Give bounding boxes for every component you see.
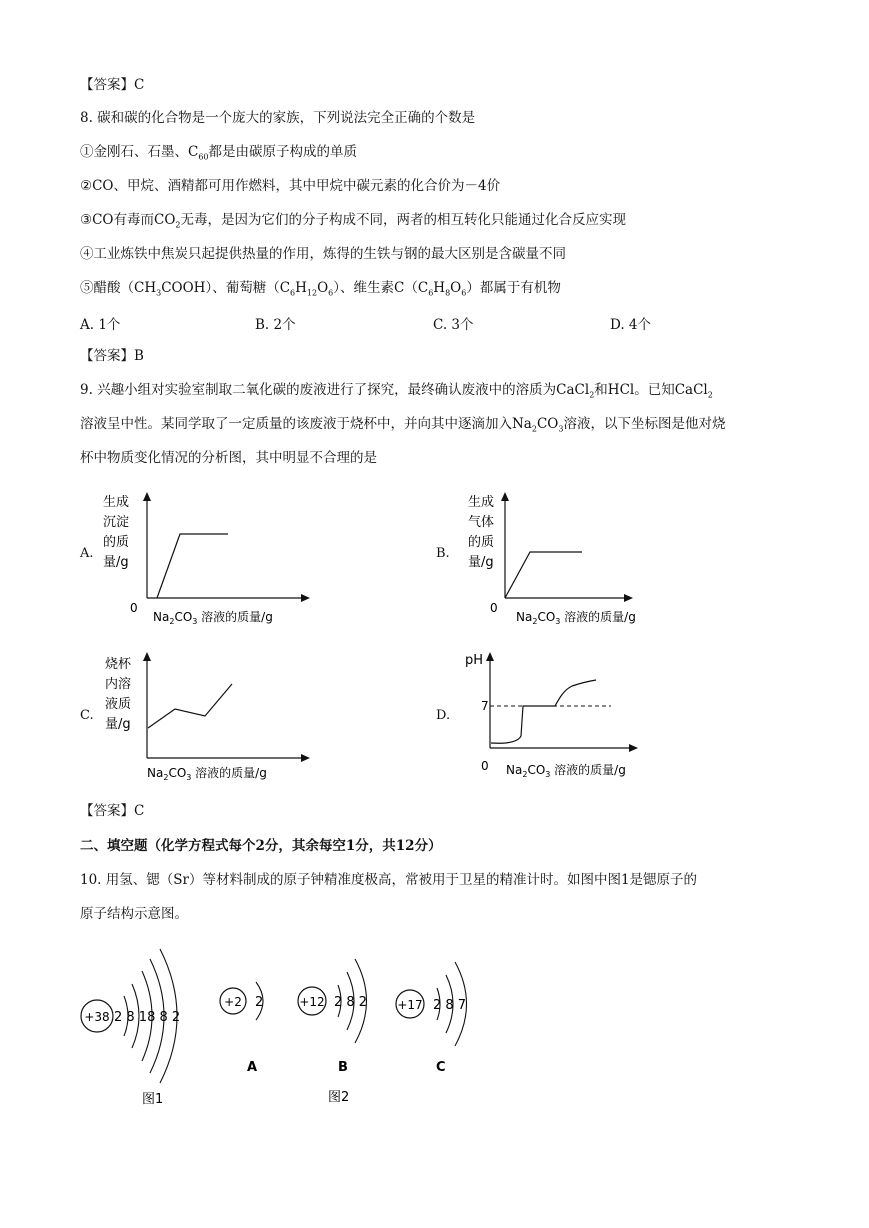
chart-d-xlabel: $Na_2CO_3$ 溶液的质量/g <box>506 763 626 779</box>
chart-a-curve <box>157 534 228 598</box>
chart-d-letter: D. <box>436 708 451 723</box>
chart-d-x-arrow <box>629 744 638 752</box>
q8-answer: 【答案】B <box>80 348 144 364</box>
chart-a-ylabel-2: 沉淀 <box>103 515 130 530</box>
c-nucleus-charge: +17 <box>397 998 423 1012</box>
chart-b-x-arrow <box>624 594 633 602</box>
chart-c <box>95 648 320 788</box>
chart-a-letter: A. <box>80 546 94 561</box>
atom-b-label: B <box>338 1060 348 1075</box>
q8-statement-3: ③CO有毒而$CO_2$无毒，是因为它们的分子构成不同，两者的相互转化只能通过化合反应实现 <box>80 212 626 230</box>
chart-d <box>463 648 693 783</box>
q8-option-a: A. 1个 <box>80 317 121 333</box>
q8-statement-1: ①金刚石、石墨、$C_{60}$都是由碳原子构成的单质 <box>80 144 358 162</box>
chart-c-ylabel-4: 量/g <box>105 717 131 732</box>
q8-option-b: B. 2个 <box>255 317 296 333</box>
sr-electron-config: 2 8 18 8 2 <box>114 1010 181 1025</box>
q8-option-d: D. 4个 <box>610 317 652 333</box>
q8-statement-2: ②CO、甲烷、酒精都可用作燃料，其中甲烷中碳元素的化合价为－4价 <box>80 178 501 194</box>
chart-a-y-arrow <box>143 492 151 501</box>
section-2-heading: 二、填空题（化学方程式每个2分，其余每空1分，共12分） <box>80 838 442 854</box>
q10-line-1: 10. 用氢、锶（Sr）等材料制成的原子钟精准度极高，常被用于卫星的精准计时。如图中图1是锶原子的 <box>80 872 698 888</box>
b-electron-config: 2 8 2 <box>334 995 368 1010</box>
q8-stem: 8. 碳和碳的化合物是一个庞大的家族，下列说法完全正确的个数是 <box>80 110 476 126</box>
chart-b <box>458 488 683 628</box>
chart-a <box>95 488 320 628</box>
c-electron-config: 2 8 7 <box>433 998 467 1013</box>
a-nucleus-charge: +2 <box>224 995 242 1009</box>
q9-line-3: 杯中物质变化情况的分析图，其中明显不合理的是 <box>80 450 377 466</box>
chart-b-letter: B. <box>436 546 450 561</box>
q9-answer: 【答案】C <box>80 803 145 819</box>
chart-a-origin: 0 <box>130 601 138 615</box>
figure-1-caption: 图1 <box>142 1092 164 1107</box>
chart-c-x-arrow <box>301 754 310 762</box>
atom-b <box>298 959 367 1105</box>
chart-c-ylabel-3: 液质 <box>105 697 132 712</box>
chart-a-ylabel-4: 量/g <box>103 555 129 570</box>
chart-a-x-arrow <box>301 594 310 602</box>
atom-a-label: A <box>247 1060 258 1075</box>
chart-c-ylabel-2: 内溶 <box>105 677 132 692</box>
b-nucleus-charge: +12 <box>299 995 325 1009</box>
atom-a <box>220 982 263 1075</box>
chart-b-curve <box>505 552 582 598</box>
a-electron-config: 2 <box>255 995 264 1010</box>
q7-answer: 【答案】C <box>80 77 145 93</box>
q10-line-2: 原子结构示意图。 <box>80 906 188 922</box>
chart-b-origin: 0 <box>490 601 498 615</box>
chart-d-origin: 0 <box>481 759 489 773</box>
chart-a-ylabel-1: 生成 <box>103 495 130 510</box>
strontium-atom <box>81 949 180 1107</box>
chart-c-xlabel: $Na_2CO_3$ 溶液的质量/g <box>147 766 267 782</box>
q9-line-2: 溶液呈中性。某同学取了一定质量的该废液于烧杯中，并向其中逐滴加入$Na_2CO_3$溶液，以下坐标图是他对烧 <box>80 416 726 434</box>
chart-b-y-arrow <box>501 492 509 501</box>
chart-d-seven-label: 7 <box>481 699 489 713</box>
sr-nucleus-charge: +38 <box>84 1010 110 1024</box>
atom-c-label: C <box>436 1060 446 1075</box>
chart-d-ylabel: pH <box>465 653 484 668</box>
q8-statement-5: ⑤醋酸$(CH_3COOH)$、葡萄糖$(C_6H_{12}O_6)$、维生素$C(C_6H_8O_6)$都属于有机物 <box>80 280 561 298</box>
chart-b-ylabel-2: 气体 <box>468 515 495 530</box>
atom-c <box>396 962 467 1075</box>
q8-statement-4: ④工业炼铁中焦炭只起提供热量的作用，炼得的生铁与钢的最大区别是含碳量不同 <box>80 246 566 262</box>
chart-b-xlabel: $Na_2CO_3$ 溶液的质量/g <box>516 610 636 626</box>
chart-c-ylabel-1: 烧杯 <box>105 657 132 672</box>
chart-b-ylabel-4: 量/g <box>468 555 494 570</box>
chart-a-ylabel-3: 的质 <box>103 535 130 550</box>
atom-diagrams <box>70 935 490 1115</box>
chart-a-xlabel: $Na_2CO_3$ 溶液的质量/g <box>153 610 273 626</box>
chart-d-curve <box>491 680 596 743</box>
chart-b-ylabel-1: 生成 <box>468 495 495 510</box>
chart-b-ylabel-3: 的质 <box>468 535 495 550</box>
q8-option-c: C. 3个 <box>433 317 474 333</box>
figure-2-caption: 图2 <box>328 1090 350 1105</box>
chart-c-letter: C. <box>80 708 94 723</box>
chart-c-y-arrow <box>143 652 151 661</box>
q9-line-1: 9. 兴趣小组对实验室制取二氧化碳的废液进行了探究，最终确认废液中的溶质为CaCl$_2$和HCl。已知CaCl$_2$ <box>80 382 713 400</box>
chart-d-y-arrow <box>486 652 494 661</box>
chart-c-curve <box>148 684 232 728</box>
